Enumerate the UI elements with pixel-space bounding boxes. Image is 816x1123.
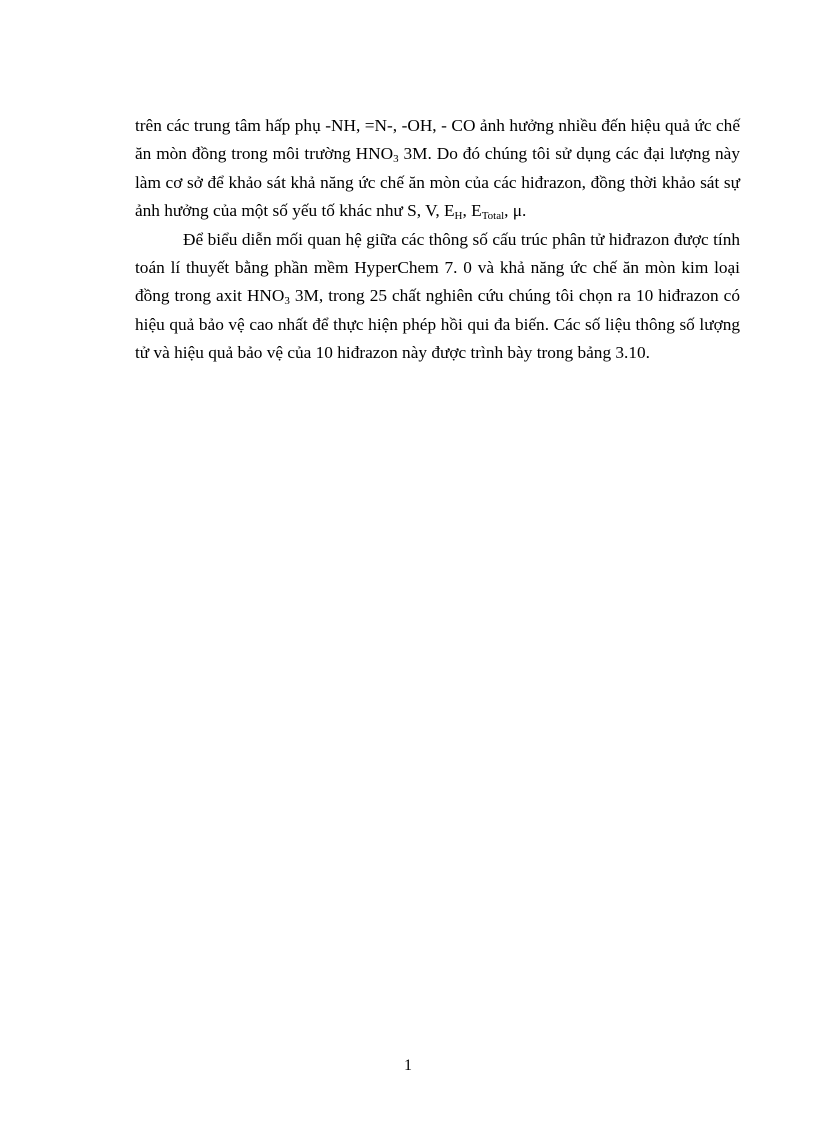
paragraph-1-text: trên các trung tâm hấp phụ -NH, =N-, -OH, - CO ảnh hưởng nhiều đến hiệu quả ức chế ăn mòn đồng trong môi trường HNO	[135, 116, 740, 164]
body-text	[135, 112, 740, 368]
subscript-total: Total	[481, 210, 505, 223]
paragraph-2	[135, 226, 740, 368]
paragraph-1-text-cont: 3M. Do đó chúng tôi sử dụng các đại lượng này làm cơ sở để khảo sát khả năng ức chế ăn mòn của các hiđrazon, đồng thời khảo sát sự ảnh hưởng của một số yếu tố khác như S, V, E	[135, 144, 740, 221]
subscript-3: 3	[393, 153, 399, 166]
subscript-h: H	[454, 210, 463, 223]
paragraph-1	[135, 112, 740, 226]
page-number: 1	[404, 1057, 412, 1074]
paragraph-2-text-end: 3M, trong 25 chất nghiên cứu chúng tôi chọn ra 10 hiđrazon có hiệu quả bảo vệ cao nhất để thực hiện phép hồi qui đa biến. Các số liệu thông số lượng tử và hiệu quả bảo vệ của 10 hiđrazon này được trình bày trong bảng 3.10.	[135, 286, 740, 363]
paragraph-1-text-cont2: , E	[462, 201, 482, 221]
paragraph-2-text: Để biểu diễn mối quan hệ giữa các thông số cấu trúc phân tử hiđrazon được tính toán lí thuyết bằng phần mềm HyperChem 7. 0 và khả năng ức chế ăn mòn kim loại đồng trong axit HNO	[135, 229, 740, 306]
subscript-3: 3	[284, 295, 290, 308]
paragraph-1-text-end: , μ.	[504, 201, 527, 221]
